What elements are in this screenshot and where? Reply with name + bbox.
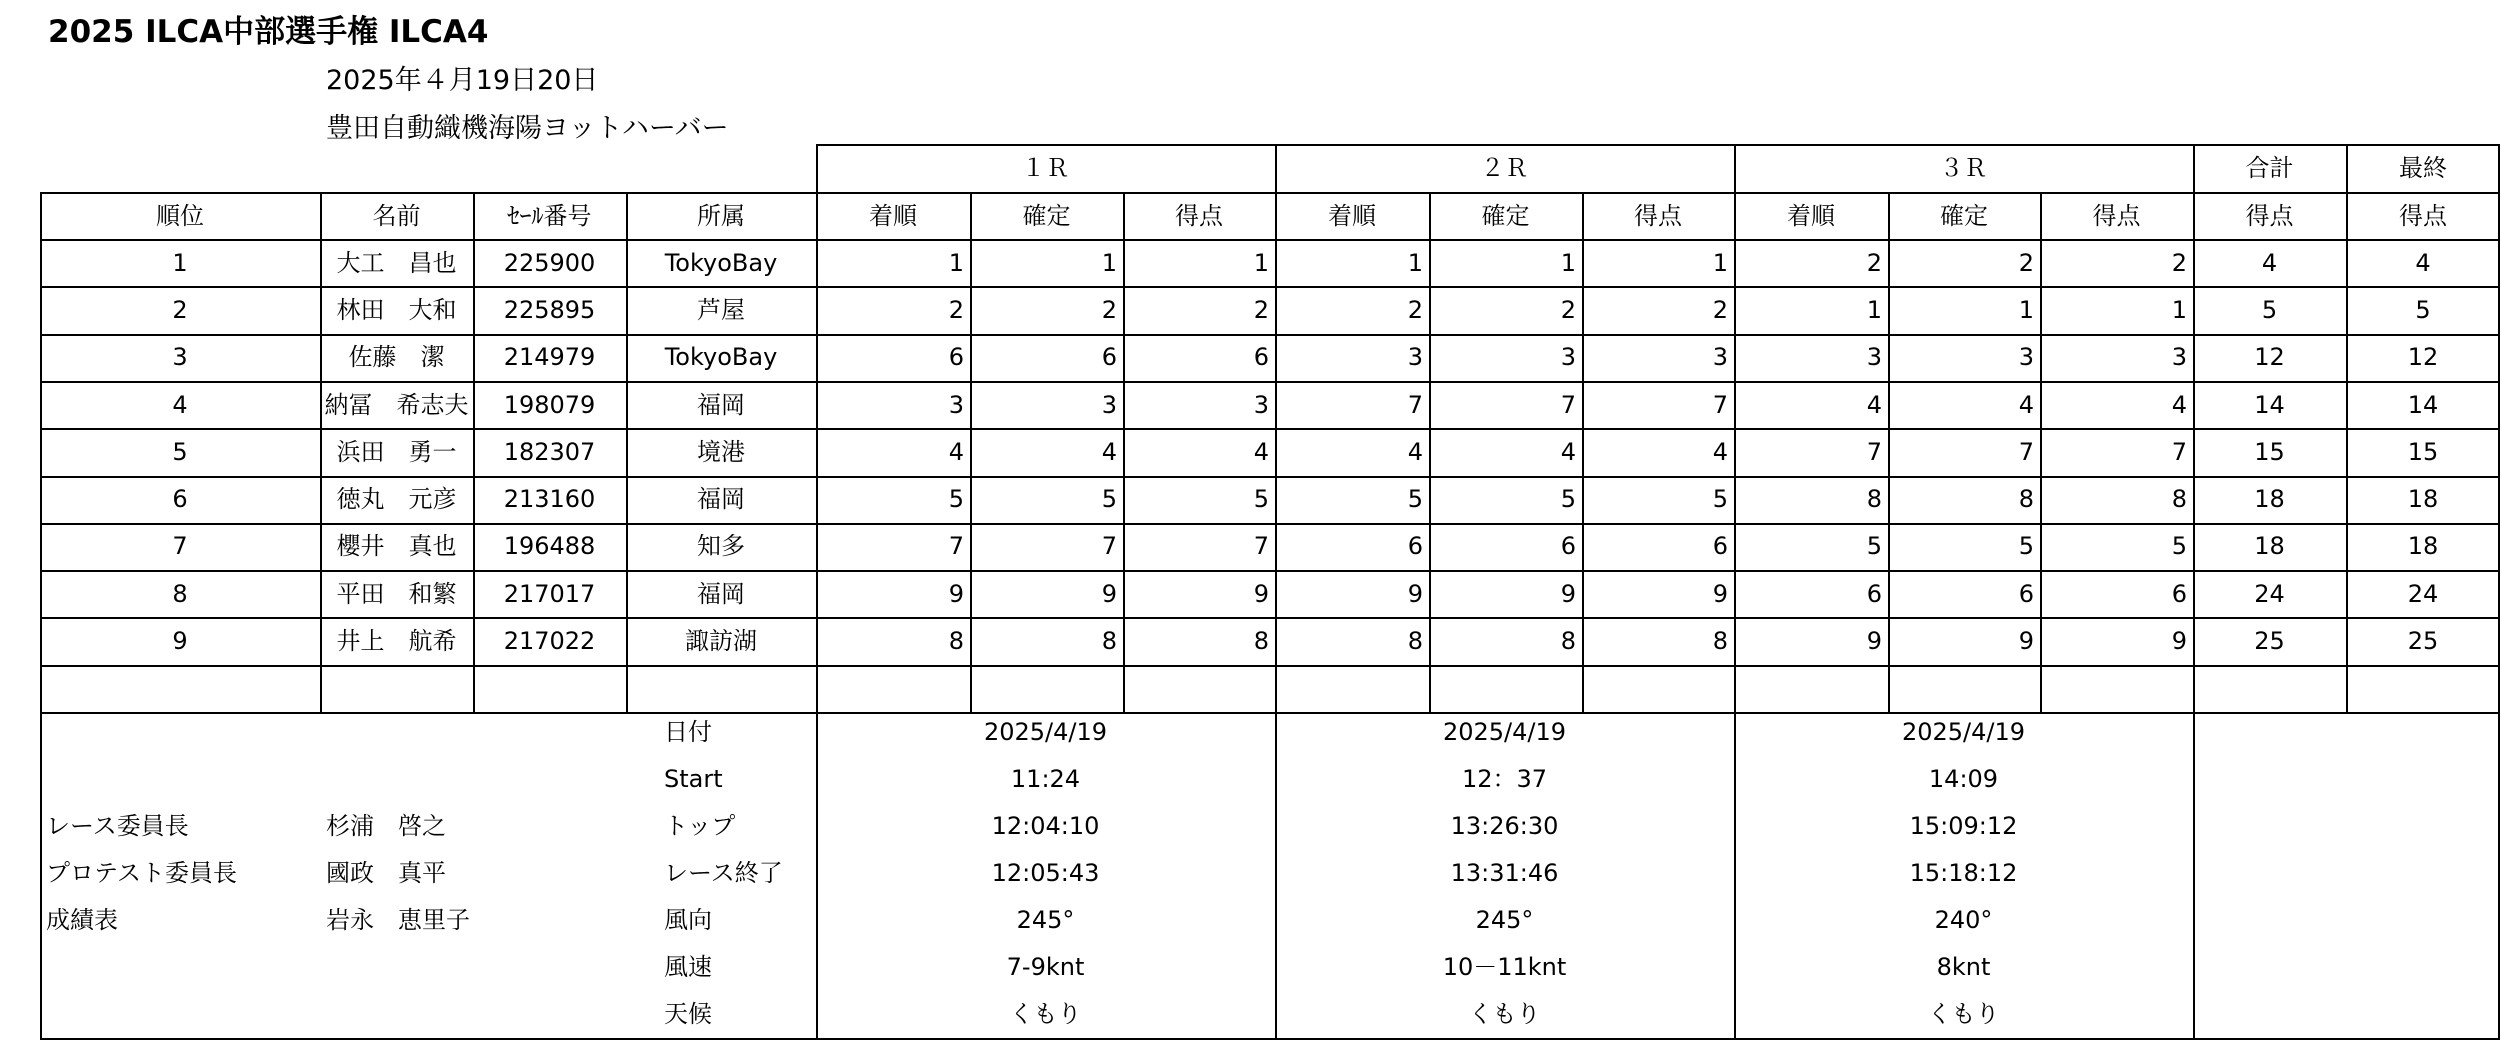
event-venue: 豊田自動織機海陽ヨットハーバー bbox=[326, 113, 729, 144]
race-score-cell: 5 bbox=[1253, 485, 1269, 514]
rank-cell: 7 bbox=[172, 532, 188, 561]
race-score-cell: 9 bbox=[1253, 579, 1269, 608]
race-score-cell: 6 bbox=[948, 343, 964, 372]
race-score-cell: 6 bbox=[1712, 532, 1728, 561]
final-score-cell: 14 bbox=[2407, 390, 2439, 419]
race-score-cell: 9 bbox=[1560, 579, 1576, 608]
column-header: 着順 bbox=[1328, 201, 1376, 230]
race-info-value: 12：37 bbox=[1461, 765, 1548, 793]
club-cell: 境港 bbox=[697, 437, 745, 466]
race-score-cell: 7 bbox=[2018, 437, 2034, 466]
race-score-cell: 8 bbox=[1866, 485, 1882, 514]
race-score-cell: 7 bbox=[2171, 437, 2187, 466]
race-score-cell: 2 bbox=[2171, 248, 2187, 277]
final-score-cell: 4 bbox=[2415, 248, 2431, 277]
column-header: 得点 bbox=[1634, 201, 1682, 230]
race-info-label: 日付 bbox=[664, 718, 712, 746]
race-score-cell: 1 bbox=[1560, 248, 1576, 277]
final-score-cell: 25 bbox=[2407, 627, 2439, 656]
race-score-cell: 7 bbox=[1253, 532, 1269, 561]
race-score-cell: 4 bbox=[1253, 437, 1269, 466]
name-cell: 浜田 勇一 bbox=[336, 437, 457, 466]
name-cell: 平田 和繁 bbox=[336, 579, 457, 608]
sail-number-cell: 225895 bbox=[503, 295, 596, 324]
race-info-value: 12:04:10 bbox=[991, 812, 1100, 840]
column-header: 確定 bbox=[1022, 201, 1071, 230]
rank-cell: 8 bbox=[172, 579, 188, 608]
final-score-cell: 24 bbox=[2407, 579, 2439, 608]
column-header: 得点 bbox=[2092, 201, 2141, 230]
race-info-value: 2025/4/19 bbox=[1901, 718, 2026, 746]
race-score-cell: 1 bbox=[948, 248, 964, 277]
race-info-value: 8knt bbox=[1936, 953, 1991, 981]
race-score-cell: 3 bbox=[2171, 343, 2187, 372]
race-score-cell: 5 bbox=[948, 485, 964, 514]
official-name: 岩永 恵里子 bbox=[326, 906, 470, 934]
race-score-cell: 6 bbox=[2171, 579, 2187, 608]
race-score-cell: 2 bbox=[2018, 248, 2034, 277]
race-score-cell: 9 bbox=[1101, 579, 1117, 608]
official-role: レース委員長 bbox=[46, 812, 189, 840]
sail-number-cell: 196488 bbox=[503, 532, 596, 561]
race-score-cell: 2 bbox=[1253, 295, 1269, 324]
race-info-value: 240° bbox=[1934, 906, 1993, 934]
final-score-cell: 5 bbox=[2415, 295, 2431, 324]
race-score-cell: 3 bbox=[1712, 343, 1728, 372]
race-score-cell: 6 bbox=[1866, 579, 1882, 608]
club-cell: 福岡 bbox=[697, 390, 745, 419]
race-score-cell: 5 bbox=[1712, 485, 1728, 514]
final-score-cell: 15 bbox=[2407, 437, 2439, 466]
name-cell: 徳丸 元彦 bbox=[336, 485, 457, 514]
race-score-cell: 6 bbox=[1560, 532, 1576, 561]
final-score-cell: 18 bbox=[2407, 532, 2439, 561]
race-score-cell: 1 bbox=[1253, 248, 1269, 277]
race-score-cell: 9 bbox=[2171, 627, 2187, 656]
race-score-cell: 6 bbox=[1253, 343, 1269, 372]
rank-cell: 2 bbox=[172, 295, 188, 324]
race-info-value: 13:26:30 bbox=[1450, 812, 1559, 840]
race-info-value: 10－11knt bbox=[1442, 953, 1567, 981]
column-header: ｾｰﾙ番号 bbox=[507, 201, 592, 230]
rank-cell: 1 bbox=[172, 248, 188, 277]
race-score-cell: 4 bbox=[2171, 390, 2187, 419]
name-cell: 井上 航希 bbox=[336, 627, 457, 656]
race-score-cell: 5 bbox=[2171, 532, 2187, 561]
race-info-value: 7-9knt bbox=[1006, 953, 1085, 981]
race-score-cell: 2 bbox=[948, 295, 964, 324]
race-score-cell: 7 bbox=[1712, 390, 1728, 419]
final-header: 最終 bbox=[2399, 154, 2447, 182]
club-cell: 福岡 bbox=[697, 579, 745, 608]
name-cell: 大工 昌也 bbox=[336, 248, 457, 277]
rank-cell: 4 bbox=[172, 390, 188, 419]
rank-cell: 9 bbox=[172, 627, 188, 656]
official-name: 國政 真平 bbox=[326, 859, 446, 887]
club-cell: 福岡 bbox=[697, 485, 745, 514]
race-info-value: 15:18:12 bbox=[1909, 859, 2018, 887]
race-score-cell: 2 bbox=[1407, 295, 1423, 324]
grid-line bbox=[40, 1038, 2500, 1040]
race-score-cell: 4 bbox=[2018, 390, 2034, 419]
race-score-cell: 6 bbox=[2018, 579, 2034, 608]
official-name: 杉浦 啓之 bbox=[326, 812, 446, 840]
race-info-label: レース終了 bbox=[664, 859, 783, 887]
race-score-cell: 5 bbox=[1560, 485, 1576, 514]
club-cell: TokyoBay bbox=[664, 248, 778, 277]
final-score-cell: 18 bbox=[2407, 485, 2439, 514]
race-header: １Ｒ bbox=[1021, 154, 1070, 182]
rank-cell: 3 bbox=[172, 343, 188, 372]
column-header: 名前 bbox=[372, 201, 421, 230]
sail-number-cell: 198079 bbox=[503, 390, 596, 419]
race-score-cell: 4 bbox=[948, 437, 964, 466]
race-score-cell: 2 bbox=[1101, 295, 1117, 324]
total-score-cell: 14 bbox=[2254, 390, 2285, 419]
race-score-cell: 8 bbox=[1407, 627, 1423, 656]
race-info-value: くもり bbox=[1009, 1000, 1082, 1028]
race-info-label: 風速 bbox=[664, 953, 712, 981]
club-cell: 芦屋 bbox=[697, 295, 745, 324]
race-score-cell: 1 bbox=[1101, 248, 1117, 277]
total-header: 得点 bbox=[2245, 201, 2294, 230]
race-info-label: トップ bbox=[664, 812, 736, 840]
race-header: ３Ｒ bbox=[1939, 154, 1988, 182]
race-score-cell: 5 bbox=[1101, 485, 1117, 514]
total-score-cell: 5 bbox=[2261, 295, 2278, 324]
race-score-cell: 7 bbox=[1101, 532, 1117, 561]
race-score-cell: 3 bbox=[1407, 343, 1423, 372]
race-score-cell: 8 bbox=[2018, 485, 2034, 514]
race-info-value: 245° bbox=[1475, 906, 1534, 934]
column-header: 所属 bbox=[697, 201, 745, 230]
race-score-cell: 2 bbox=[1560, 295, 1576, 324]
column-header: 着順 bbox=[1787, 201, 1835, 230]
race-info-value: 13:31:46 bbox=[1450, 859, 1559, 887]
race-score-cell: 4 bbox=[1560, 437, 1576, 466]
race-score-cell: 3 bbox=[948, 390, 964, 419]
column-header: 確定 bbox=[1940, 201, 1988, 230]
race-score-cell: 6 bbox=[1101, 343, 1117, 372]
race-score-cell: 3 bbox=[2018, 343, 2034, 372]
race-score-cell: 1 bbox=[1407, 248, 1423, 277]
column-header: 順位 bbox=[156, 201, 204, 230]
race-score-cell: 4 bbox=[1866, 390, 1882, 419]
total-score-cell: 25 bbox=[2254, 627, 2285, 656]
race-score-cell: 5 bbox=[1407, 485, 1423, 514]
race-score-cell: 1 bbox=[2018, 295, 2034, 324]
race-score-cell: 4 bbox=[1101, 437, 1117, 466]
race-score-cell: 7 bbox=[1407, 390, 1423, 419]
rank-cell: 5 bbox=[172, 437, 188, 466]
race-score-cell: 7 bbox=[948, 532, 964, 561]
race-score-cell: 3 bbox=[1866, 343, 1882, 372]
race-info-value: 2025/4/19 bbox=[983, 718, 1108, 746]
rank-cell: 6 bbox=[172, 485, 188, 514]
race-score-cell: 2 bbox=[1712, 295, 1728, 324]
total-score-cell: 18 bbox=[2254, 485, 2285, 514]
race-score-cell: 1 bbox=[1866, 295, 1882, 324]
race-info-value: 2025/4/19 bbox=[1442, 718, 1567, 746]
name-cell: 佐藤 潔 bbox=[348, 343, 445, 372]
race-score-cell: 1 bbox=[2171, 295, 2187, 324]
sail-number-cell: 225900 bbox=[503, 248, 596, 277]
event-date: 2025年４月19日20日 bbox=[326, 65, 599, 96]
race-score-cell: 3 bbox=[1560, 343, 1576, 372]
race-score-cell: 8 bbox=[1253, 627, 1269, 656]
page-title: 2025 ILCA中部選手権 ILCA4 bbox=[48, 14, 489, 50]
total-score-cell: 15 bbox=[2254, 437, 2285, 466]
name-cell: 納冨 希志夫 bbox=[324, 390, 469, 419]
grid-line bbox=[40, 665, 2500, 667]
race-info-value: 245° bbox=[1016, 906, 1075, 934]
race-info-label: 風向 bbox=[664, 906, 712, 934]
race-info-value: くもり bbox=[1468, 1000, 1541, 1028]
final-header: 得点 bbox=[2399, 201, 2447, 230]
race-score-cell: 4 bbox=[1712, 437, 1728, 466]
race-info-label: Start bbox=[664, 765, 723, 793]
sail-number-cell: 217022 bbox=[503, 627, 596, 656]
race-info-value: 11:24 bbox=[1010, 765, 1081, 793]
race-info-value: 12:05:43 bbox=[991, 859, 1100, 887]
race-score-cell: 9 bbox=[948, 579, 964, 608]
race-score-cell: 2 bbox=[1866, 248, 1882, 277]
grid-line bbox=[40, 712, 2500, 714]
race-score-cell: 8 bbox=[2171, 485, 2187, 514]
race-header: ２Ｒ bbox=[1480, 154, 1529, 182]
club-cell: 知多 bbox=[697, 532, 745, 561]
total-score-cell: 24 bbox=[2254, 579, 2285, 608]
club-cell: 諏訪湖 bbox=[685, 627, 757, 656]
column-header: 確定 bbox=[1481, 201, 1530, 230]
total-header: 合計 bbox=[2245, 154, 2294, 182]
sail-number-cell: 217017 bbox=[503, 579, 596, 608]
race-info-value: くもり bbox=[1927, 1000, 2000, 1028]
race-score-cell: 9 bbox=[1712, 579, 1728, 608]
race-score-cell: 4 bbox=[1407, 437, 1423, 466]
race-score-cell: 5 bbox=[1866, 532, 1882, 561]
name-cell: 櫻井 真也 bbox=[336, 532, 457, 561]
race-score-cell: 8 bbox=[1560, 627, 1576, 656]
race-score-cell: 3 bbox=[1253, 390, 1269, 419]
sail-number-cell: 213160 bbox=[503, 485, 596, 514]
official-role: 成績表 bbox=[46, 906, 118, 934]
race-score-cell: 7 bbox=[1560, 390, 1576, 419]
column-header: 着順 bbox=[869, 201, 917, 230]
race-score-cell: 9 bbox=[2018, 627, 2034, 656]
column-header: 得点 bbox=[1175, 201, 1223, 230]
name-cell: 林田 大和 bbox=[336, 295, 457, 324]
club-cell: TokyoBay bbox=[664, 343, 778, 372]
race-score-cell: 6 bbox=[1407, 532, 1423, 561]
race-score-cell: 8 bbox=[948, 627, 964, 656]
total-score-cell: 12 bbox=[2254, 343, 2285, 372]
sail-number-cell: 214979 bbox=[503, 343, 596, 372]
race-score-cell: 8 bbox=[1712, 627, 1728, 656]
race-score-cell: 5 bbox=[2018, 532, 2034, 561]
race-score-cell: 8 bbox=[1101, 627, 1117, 656]
race-score-cell: 9 bbox=[1866, 627, 1882, 656]
race-info-label: 天候 bbox=[664, 1000, 712, 1028]
official-role: プロテスト委員長 bbox=[46, 859, 238, 887]
race-score-cell: 7 bbox=[1866, 437, 1882, 466]
total-score-cell: 4 bbox=[2261, 248, 2278, 277]
race-score-cell: 1 bbox=[1712, 248, 1728, 277]
total-score-cell: 18 bbox=[2254, 532, 2285, 561]
sail-number-cell: 182307 bbox=[503, 437, 596, 466]
race-score-cell: 3 bbox=[1101, 390, 1117, 419]
race-score-cell: 9 bbox=[1407, 579, 1423, 608]
race-info-value: 15:09:12 bbox=[1909, 812, 2018, 840]
final-score-cell: 12 bbox=[2407, 343, 2439, 372]
race-info-value: 14:09 bbox=[1928, 765, 1999, 793]
